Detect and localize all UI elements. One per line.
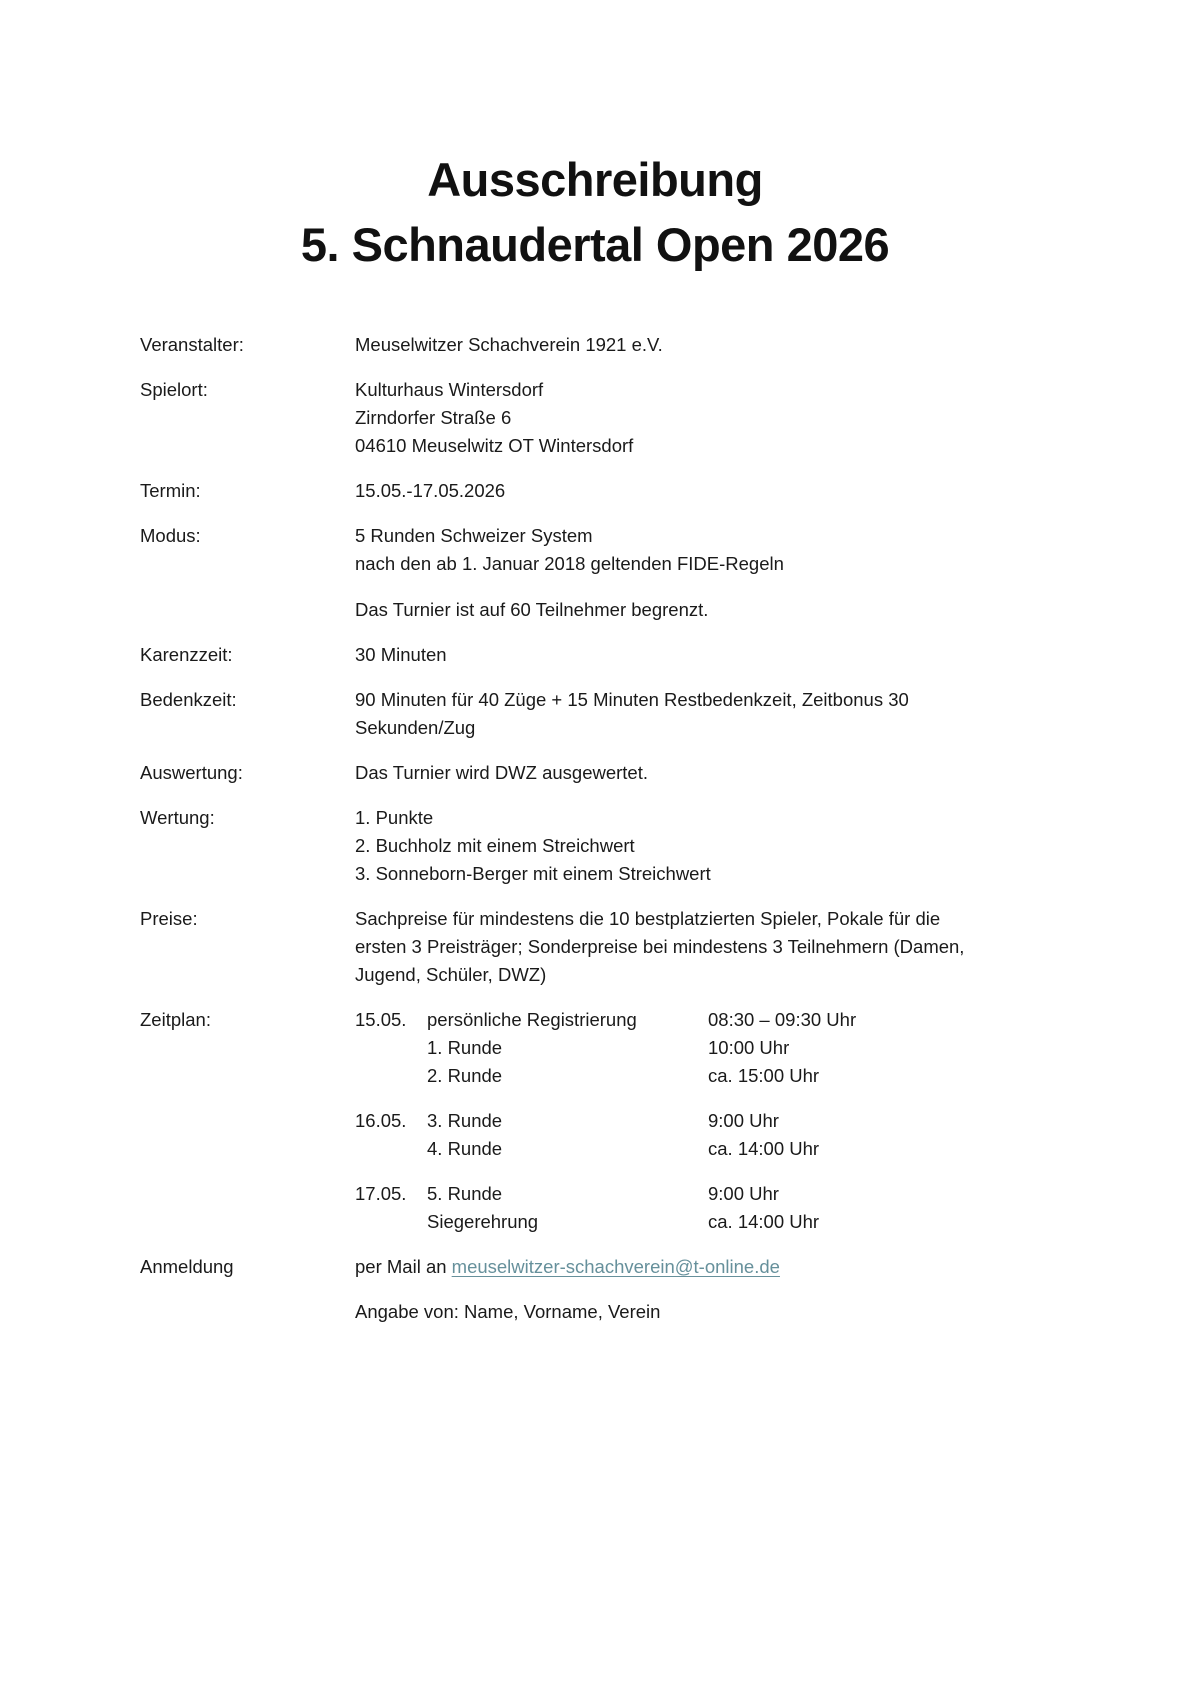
registration-prefix: per Mail an (355, 1256, 452, 1277)
schedule-item (427, 1006, 1050, 1034)
schedule-items (427, 1006, 1050, 1090)
schedule-time: 10:00 Uhr (708, 1037, 790, 1058)
field-value-line: Zirndorfer Straße 6 (355, 407, 512, 428)
schedule-time: ca. 14:00 Uhr (708, 1138, 820, 1159)
schedule-activity: Siegerehrung (427, 1211, 539, 1232)
field-label-spielort: Spielort: (140, 379, 208, 400)
field-row-termin (140, 477, 1050, 505)
field-row-preise (140, 905, 1050, 989)
registration-line (355, 1253, 1050, 1281)
field-label-auswertung: Auswertung: (140, 762, 243, 783)
document-title-line1: Ausschreibung (427, 153, 763, 206)
field-row-angabe (140, 1298, 1050, 1326)
field-value-line: Sachpreise für mindestens die 10 bestplatzierten Spieler, Pokale für die (355, 908, 941, 929)
field-label-empty (140, 596, 355, 624)
field-value-line: 90 Minuten für 40 Züge + 15 Minuten Restbedenkzeit, Zeitbonus 30 (355, 689, 909, 710)
field-value-preise (355, 905, 1050, 989)
field-row-auswertung (140, 759, 1050, 787)
field-value-spielort (355, 376, 1050, 460)
schedule-date: 15.05. (355, 1009, 407, 1030)
field-label-modus: Modus: (140, 525, 201, 546)
schedule-items (427, 1107, 1050, 1163)
field-value-line: Das Turnier wird DWZ ausgewertet. (355, 762, 649, 783)
field-row-anmeldung (140, 1253, 1050, 1281)
field-value-line: Kulturhaus Wintersdorf (355, 379, 544, 400)
field-label-wertung: Wertung: (140, 807, 215, 828)
field-row-bedenkzeit (140, 686, 1050, 742)
document-body (140, 331, 1050, 1326)
schedule-item (427, 1135, 1050, 1163)
document-header (0, 0, 1190, 277)
schedule-table (355, 1006, 1050, 1236)
field-label-veranstalter: Veranstalter: (140, 334, 244, 355)
schedule-group-day3 (355, 1180, 1050, 1236)
field-label-karenzzeit: Karenzzeit: (140, 644, 233, 665)
field-value-modus (355, 522, 1050, 578)
field-value-karenzzeit (355, 641, 1050, 669)
field-value-bedenkzeit (355, 686, 1050, 742)
schedule-activity: persönliche Registrierung (427, 1009, 637, 1030)
field-value-line: 3. Sonneborn-Berger mit einem Streichwert (355, 863, 711, 884)
schedule-time: ca. 15:00 Uhr (708, 1065, 820, 1086)
field-value-line: 15.05.-17.05.2026 (355, 480, 506, 501)
field-value-termin (355, 477, 1050, 505)
field-value-line: Sekunden/Zug (355, 717, 476, 738)
field-row-spielort (140, 376, 1050, 460)
field-label-bedenkzeit: Bedenkzeit: (140, 689, 237, 710)
schedule-item (427, 1180, 1050, 1208)
field-value-auswertung (355, 759, 1050, 787)
schedule-group-day1 (355, 1006, 1050, 1090)
field-value-line: Meuselwitzer Schachverein 1921 e.V. (355, 334, 663, 355)
document-title-line2: 5. Schnaudertal Open 2026 (300, 218, 890, 271)
schedule-time: ca. 14:00 Uhr (708, 1211, 820, 1232)
registration-note: Angabe von: Name, Vorname, Verein (355, 1301, 661, 1322)
schedule-activity: 3. Runde (427, 1110, 503, 1131)
field-label-preise: Preise: (140, 908, 198, 929)
schedule-time: 9:00 Uhr (708, 1110, 779, 1131)
field-row-modus (140, 522, 1050, 578)
schedule-activity: 5. Runde (427, 1183, 503, 1204)
field-label-anmeldung: Anmeldung (140, 1256, 234, 1277)
schedule-items (427, 1180, 1050, 1236)
field-row-karenzzeit (140, 641, 1050, 669)
field-value-line: 2. Buchholz mit einem Streichwert (355, 835, 635, 856)
schedule-item (427, 1107, 1050, 1135)
field-value-line: ersten 3 Preisträger; Sonderpreise bei mindestens 3 Teilnehmern (Damen, (355, 936, 965, 957)
schedule-item (427, 1034, 1050, 1062)
field-value-veranstalter (355, 331, 1050, 359)
schedule-activity: 1. Runde (427, 1037, 503, 1058)
field-value-line: 30 Minuten (355, 644, 447, 665)
schedule-date: 17.05. (355, 1183, 407, 1204)
document-title (0, 147, 1190, 277)
email-link[interactable]: meuselwitzer-schachverein@t-online.de (451, 1256, 780, 1277)
field-row-wertung (140, 804, 1050, 888)
schedule-activity: 2. Runde (427, 1065, 503, 1086)
field-label-empty (140, 1298, 355, 1326)
schedule-time: 9:00 Uhr (708, 1183, 779, 1204)
field-value-line: nach den ab 1. Januar 2018 geltenden FIDE-Regeln (355, 553, 784, 574)
field-label-zeitplan: Zeitplan: (140, 1009, 211, 1030)
field-value-line: Jugend, Schüler, DWZ) (355, 964, 547, 985)
field-value-line: Das Turnier ist auf 60 Teilnehmer begrenzt. (355, 599, 709, 620)
field-row-teilnehmerlimit (140, 596, 1050, 624)
field-value-angabe (355, 1298, 1050, 1326)
schedule-date: 16.05. (355, 1110, 407, 1131)
schedule-activity: 4. Runde (427, 1138, 503, 1159)
field-row-veranstalter (140, 331, 1050, 359)
field-value-wertung (355, 804, 1050, 888)
field-row-zeitplan (140, 1006, 1050, 1236)
field-label-termin: Termin: (140, 480, 201, 501)
field-value-anmeldung (355, 1253, 1050, 1281)
schedule-time: 08:30 – 09:30 Uhr (708, 1009, 857, 1030)
schedule-group-day2 (355, 1107, 1050, 1163)
schedule-item (427, 1208, 1050, 1236)
schedule-item (427, 1062, 1050, 1090)
field-value-line: 5 Runden Schweizer System (355, 525, 593, 546)
field-value-line: 1. Punkte (355, 807, 434, 828)
field-value-line: 04610 Meuselwitz OT Wintersdorf (355, 435, 634, 456)
field-value-teilnehmerlimit (355, 596, 1050, 624)
